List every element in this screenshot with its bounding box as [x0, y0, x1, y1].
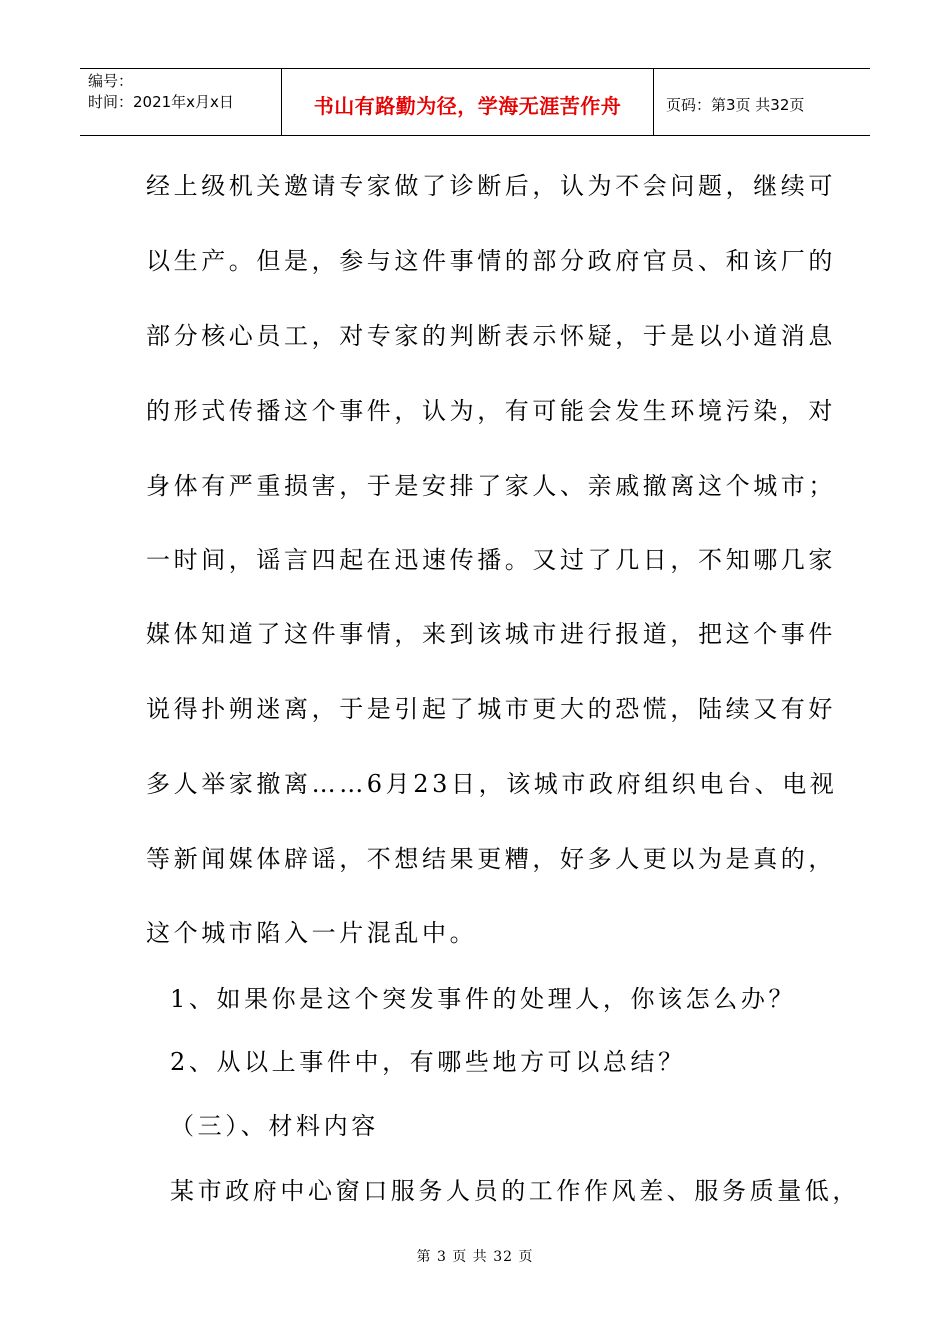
- section-heading: （三）、材料内容: [170, 1112, 379, 1140]
- page-footer: 第 3 页 共 32 页: [416, 1249, 534, 1265]
- body-line: 身体有严重损害，于是安排了家人、亲戚撤离这个城市；: [146, 472, 836, 500]
- body-line: 经上级机关邀请专家做了诊断后，认为不会问题，继续可: [146, 172, 836, 200]
- body-line: 以生产。但是，参与这件事情的部分政府官员、和该厂的: [146, 247, 836, 275]
- question-1: 1、如果你是这个突发事件的处理人，你该怎么办？: [170, 985, 797, 1013]
- document-date: 时间：2021年x月x日: [88, 93, 234, 111]
- body-line: 媒体知道了这件事情，来到该城市进行报道，把这个事件: [146, 620, 836, 648]
- header-page-info-cell: [654, 69, 870, 135]
- body-line: 的形式传播这个事件，认为，有可能会发生环境污染，对: [146, 397, 836, 425]
- body-line: 等新闻媒体辟谣，不想结果更糟，好多人更以为是真的，: [146, 845, 836, 873]
- header-motto-cell: [281, 69, 654, 135]
- body-line: 某市政府中心窗口服务人员的工作作风差、服务质量低，: [170, 1177, 860, 1205]
- document-number-label: 编号：: [88, 72, 134, 90]
- header-motto: 书山有路勤为径，学海无涯苦作舟: [313, 93, 622, 118]
- body-line: 这个城市陷入一片混乱中。: [146, 919, 478, 947]
- body-line: 多人举家撤离……6月23日，该城市政府组织电台、电视: [146, 770, 838, 798]
- body-line: 一时间，谣言四起在迅速传播。又过了几日，不知哪几家: [146, 546, 836, 574]
- body-line: 说得扑朔迷离，于是引起了城市更大的恐慌，陆续又有好: [146, 695, 836, 723]
- page-header: [80, 68, 870, 136]
- body-line: 部分核心员工，对专家的判断表示怀疑，于是以小道消息: [146, 322, 836, 350]
- header-meta: [80, 69, 281, 135]
- header-page-info: 页码：第3页 共32页: [666, 95, 805, 114]
- question-2: 2、从以上事件中，有哪些地方可以总结？: [170, 1048, 686, 1076]
